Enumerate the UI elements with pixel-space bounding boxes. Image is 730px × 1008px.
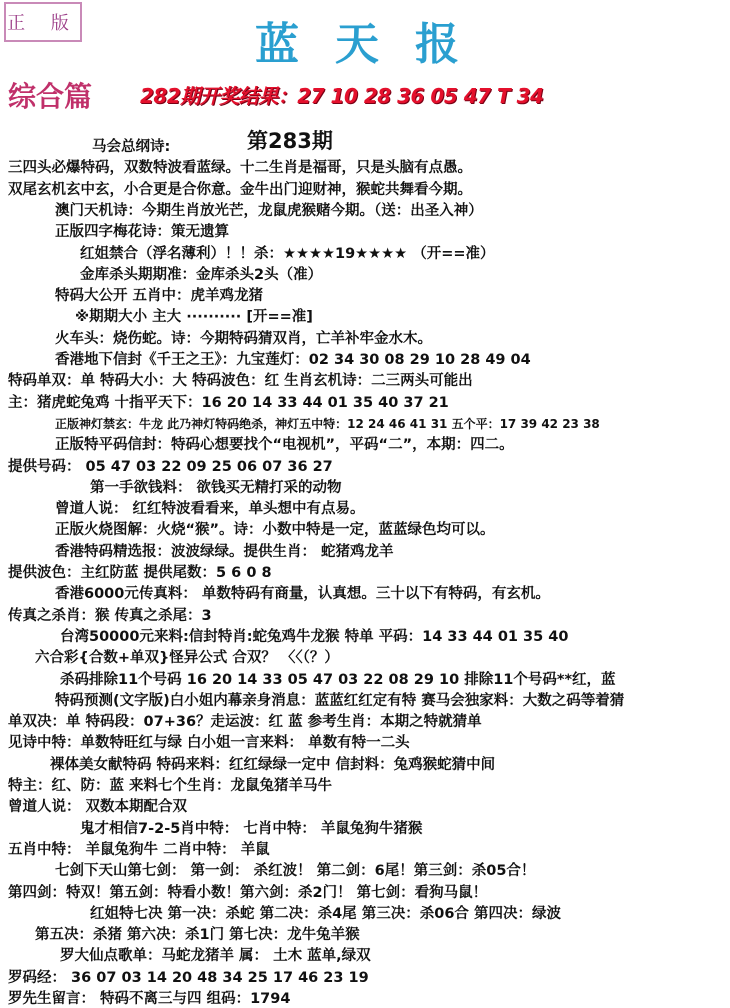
line-38: 罗大仙点歌单：马蛇龙猪羊 属： 土木 蓝单,绿双 [60,948,371,964]
line-4: 正版四字梅花诗：策无遗算 [55,224,229,240]
line-13: 正版神灯禁玄：牛龙 此乃神灯特码绝杀，神灯五中特：12 24 46 41 31 五个平：17 39 42 23 38 [55,417,600,431]
line-34: 七剑下天山第七剑： 第一剑： 杀红波！ 第二剑：6尾！第三剑：杀05合！ [55,863,536,879]
line-7: 特码大公开 五肖中：虎羊鸡龙猪 [55,288,264,304]
line-24: 六合彩{合数+单双}怪异公式 合双？ 〈〈（？） [35,650,339,666]
draw-result: 282期开奖结果：27 10 28 36 05 47 T 34 [140,84,544,108]
line-2: 双尾玄机玄中玄，小合更是合你意。金牛出门迎财神，猴蛇共舞看今期。 [8,182,472,198]
line-31: 曾道人说： 双数本期配合双 [8,799,188,815]
line-35: 第四剑：特双！第五剑：特看小数！第六剑：杀2门！ 第七剑：看狗马鼠！ [8,885,488,901]
line-15: 提供号码： 05 47 03 22 09 25 06 07 36 27 [8,459,333,475]
line-20: 提供波色：主红防蓝 提供尾数：5 6 0 8 [8,565,272,581]
line-17: 曾道人说： 红红特波看看来，单头想中有点易。 [55,501,365,517]
line-40: 罗先生留言： 特码不离三与四 组码：1794 [8,991,291,1007]
authentic-stamp: 正 版 [4,2,82,42]
poem-title: 马会总纲诗: [92,139,171,155]
line-18: 正版火烧图解：火烧“猴”。诗：小数中特是一定，蓝蓝绿色均可以。 [55,522,495,538]
line-14: 正版特平码信封：特码心想要找个“电视机”，平码“二”，本期：四二。 [55,437,514,453]
line-0 [92,129,333,156]
line-8: ※期期大小 主大 ·········· [开==准] [75,309,313,325]
line-16: 第一手欲钱料： 欲钱买无精打采的动物 [90,480,342,496]
line-19: 香港特码精选报：波波绿绿。提供生肖： 蛇猪鸡龙羊 [55,544,394,560]
line-39: 罗码经： 36 07 03 14 20 48 34 25 17 46 23 19 [8,970,369,986]
line-11: 特码单双：单 特码大小：大 特码波色：红 生肖玄机诗：二三两头可能出 [8,373,473,389]
line-10: 香港地下信封《千王之王》：九宝莲灯：02 34 30 08 29 10 28 49 04 [55,352,531,368]
line-26: 特码预测(文字版)白小姐内幕亲身消息：蓝蓝红红定有特 赛马会独家料：大数之码等着猜 [55,693,625,709]
line-32: 鬼才相信7-2-5肖中特： 七肖中特： 羊鼠兔狗牛猪猴 [80,821,423,837]
line-30: 特主：红、防：蓝 来料七个生肖：龙鼠兔猪羊马牛 [8,778,333,794]
line-3: 澳门天机诗：今期生肖放光芒，龙鼠虎猴赌今期。（送：出圣入神） [55,203,483,219]
masthead-title: 蓝天报 [255,19,495,70]
line-33: 五肖中特： 羊鼠兔狗牛 二肖中特： 羊鼠 [8,842,270,858]
line-1: 三四头必爆特码，双数特波看蓝绿。十二生肖是福哥，只是头脑有点愚。 [8,160,472,176]
line-6: 金库杀头期期准：金库杀头2头（准） [80,267,323,283]
line-21: 香港6000元传真料： 单数特码有商量，认真想。三十以下有特码，有玄机。 [55,586,550,602]
line-29: 裸体美女献特码 特码来料：红红绿绿一定中 信封料：兔鸡猴蛇猜中间 [50,757,496,773]
line-25: 杀码排除11个号码 16 20 14 33 05 47 03 22 08 29 10 排除11个号码**红，蓝 [60,672,616,688]
issue-number: 第283期 [247,129,333,153]
line-28: 见诗中特：单数特旺红与绿 白小姐一言来料： 单数有特一二头 [8,735,410,751]
line-27: 单双决：单 特码段：07+36？走运波：红 蓝 参考生肖：本期之特就猜单 [8,714,482,730]
line-36: 红姐特七决 第一决：杀蛇 第二决：杀4尾 第三决：杀06合 第四决：绿波 [90,906,561,922]
line-37: 第五决：杀猪 第六决：杀1门 第七决：龙牛兔羊猴 [35,927,360,943]
line-22: 传真之杀肖：猴 传真之杀尾：3 [8,608,212,624]
line-12: 主：猪虎蛇兔鸡 十指平天下：16 20 14 33 44 01 35 40 37 21 [8,395,449,411]
line-9: 火车头：烧伤蛇。诗：今期特码猜双肖，亡羊补牢金水木。 [55,331,432,347]
line-23: 台湾50000元来料:信封特肖:蛇兔鸡牛龙猴 特单 平码：14 33 44 01 35 40 [60,629,569,645]
section-title: 综合篇 [8,80,93,113]
line-5: 红姐禁合（浮名薄利）！！杀：★★★★19★★★★ （开==准） [80,246,495,262]
